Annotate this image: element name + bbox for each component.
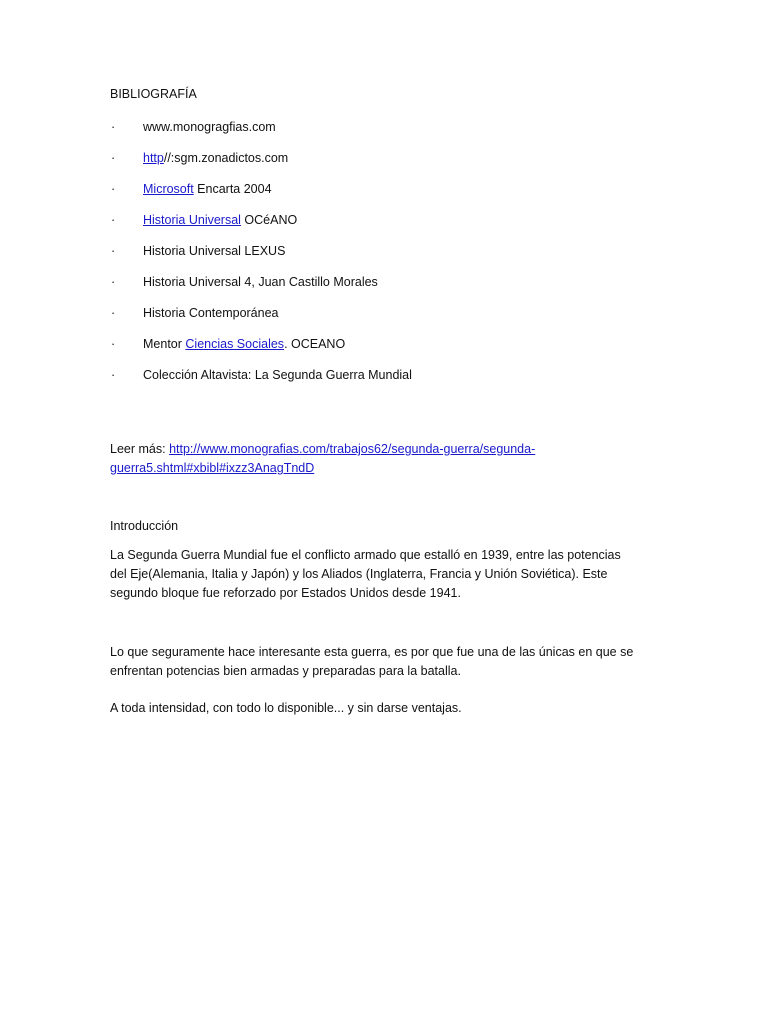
bullet: · — [111, 182, 116, 196]
http-link[interactable]: http — [143, 151, 164, 165]
bibliography-heading: BIBLIOGRAFÍA — [110, 87, 197, 101]
leer-mas-paragraph — [110, 440, 655, 478]
item-text: Colección Altavista: La Segunda Guerra Mundial — [143, 368, 412, 382]
bullet: · — [111, 368, 116, 382]
item-text: OCéANO — [240, 213, 298, 227]
paragraph-2-line-1: Lo que seguramente hace interesante esta guerra, es por que fue una de las únicas en que se — [110, 645, 634, 659]
source-link-line2[interactable]: guerra5.shtml#xbibl#ixzz3AnagTndD — [110, 461, 315, 475]
list-item — [110, 212, 655, 229]
paragraph-1-line-1: La Segunda Guerra Mundial fue el conflicto armado que estalló en 1939, entre las potencias — [110, 548, 621, 562]
bibliography-list — [110, 119, 655, 384]
paragraph-1-line-2: del Eje(Alemania, Italia y Japón) y los Aliados (Inglaterra, Francia y Unión Soviética). Este — [110, 567, 608, 581]
bullet: · — [111, 151, 116, 165]
microsoft-link[interactable]: Microsoft — [143, 182, 194, 196]
list-item — [110, 243, 655, 260]
paragraph-2-line-2: enfrentan potencias bien armadas y preparadas para la batalla. — [110, 664, 461, 678]
list-item — [110, 274, 655, 291]
historia-universal-link[interactable]: Historia Universal — [143, 213, 241, 227]
paragraph-2 — [110, 643, 655, 681]
document-page — [110, 86, 655, 718]
intro-heading: Introducción — [110, 519, 179, 533]
spacer — [110, 398, 655, 440]
bullet: · — [111, 275, 116, 289]
paragraph-1 — [110, 546, 655, 603]
source-link-line1[interactable]: http://www.monografias.com/trabajos62/segunda-guerra/segunda- — [169, 442, 536, 456]
paragraph-1-line-3: segundo bloque fue reforzado por Estados Unidos desde 1941. — [110, 586, 461, 600]
bullet: · — [111, 337, 116, 351]
list-item — [110, 119, 655, 136]
bullet: · — [111, 120, 116, 134]
bullet: · — [111, 306, 116, 320]
item-text: Encarta 2004 — [193, 182, 272, 196]
leer-mas-label: Leer más: — [110, 442, 170, 456]
item-text: //:sgm.zonadictos.com — [163, 151, 289, 165]
item-text: . OCEANO — [284, 337, 346, 351]
list-item — [110, 150, 655, 167]
list-item — [110, 305, 655, 322]
list-item — [110, 336, 655, 353]
ciencias-sociales-link[interactable]: Ciencias Sociales — [185, 337, 285, 351]
paragraph-3: A toda intensidad, con todo lo disponible... y sin darse ventajas. — [110, 701, 462, 715]
item-text-before: Mentor — [143, 337, 186, 351]
item-text: Historia Universal 4, Juan Castillo Morales — [143, 275, 378, 289]
item-text: Historia Contemporánea — [143, 306, 279, 320]
list-item — [110, 181, 655, 198]
bullet: · — [111, 244, 116, 258]
item-text: www.monogragfias.com — [143, 120, 276, 134]
list-item — [110, 367, 655, 384]
item-text: Historia Universal LEXUS — [143, 244, 286, 258]
bullet: · — [111, 213, 116, 227]
